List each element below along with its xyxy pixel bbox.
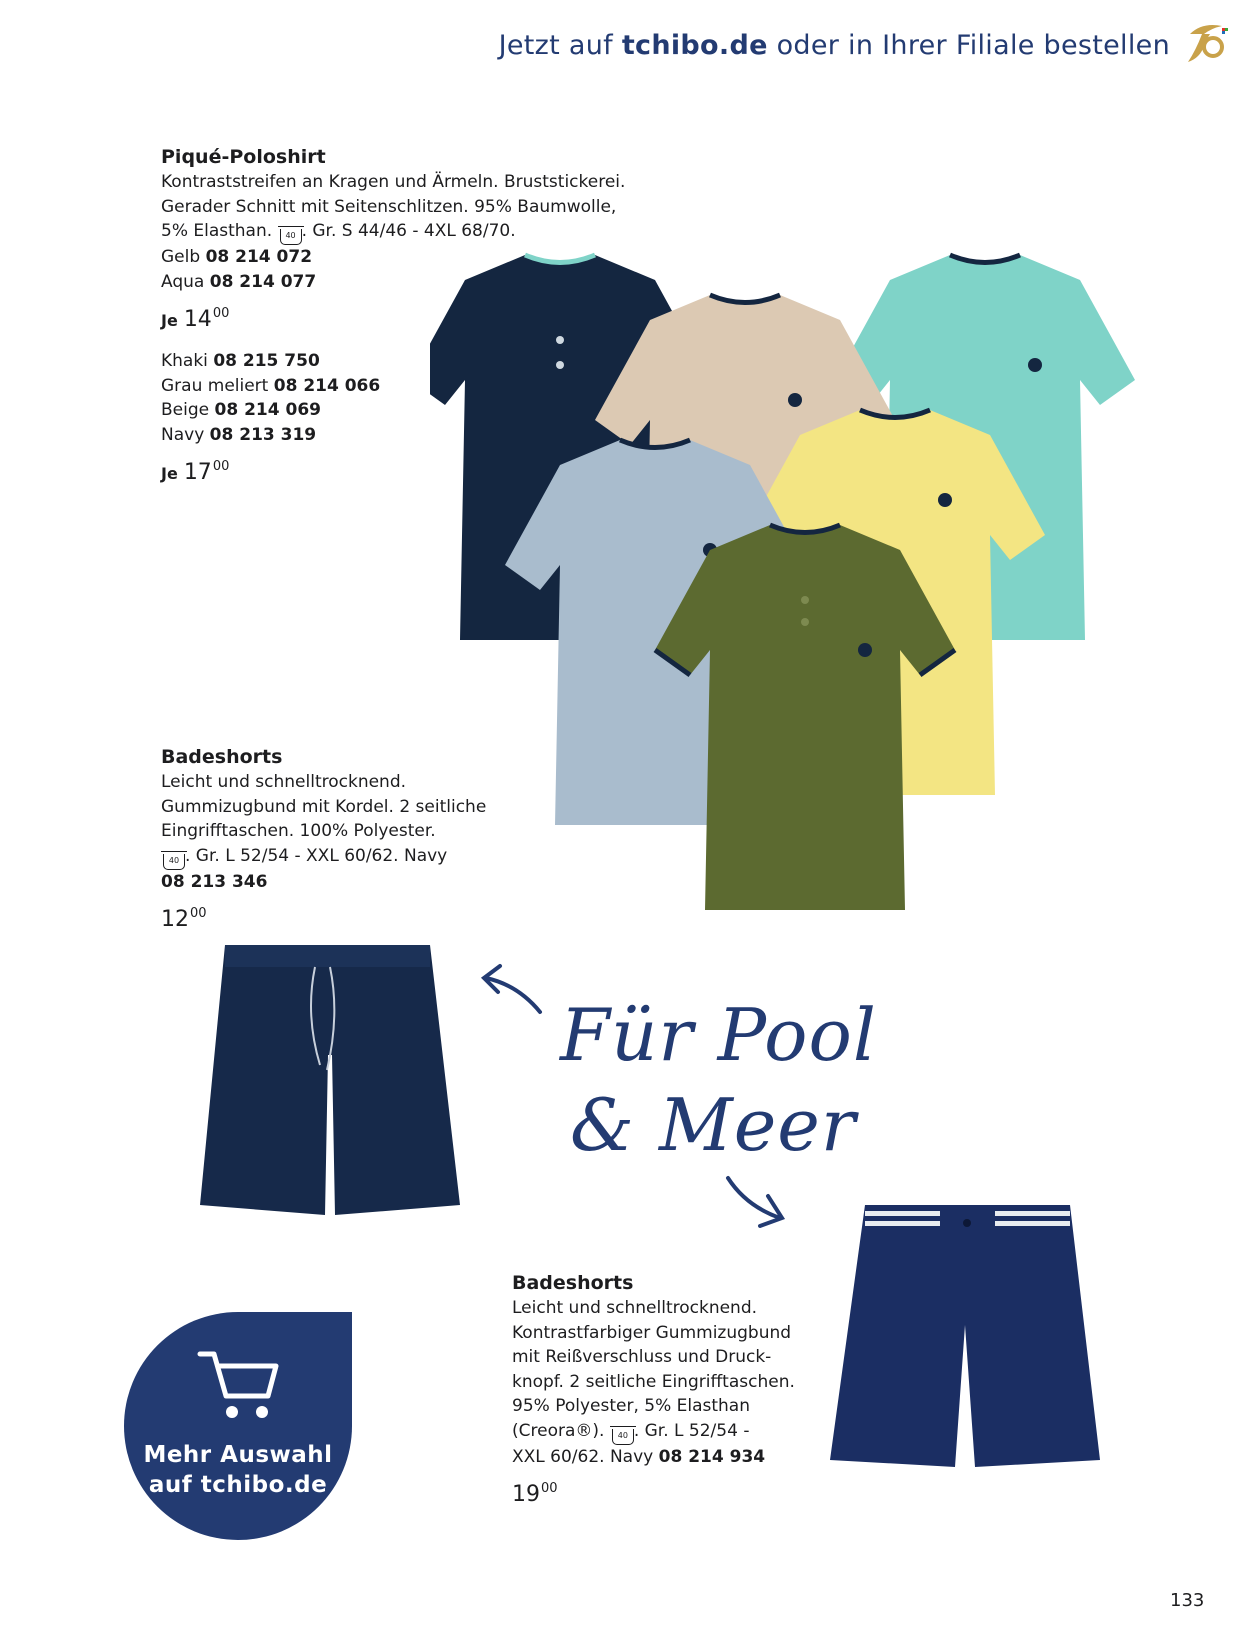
shorts2-desc-2: Kontrastfarbiger Gummizugbund xyxy=(512,1322,792,1343)
shorts2-desc-6b: . Gr. L 52/54 - xyxy=(633,1420,750,1441)
price-main: 14 xyxy=(183,307,212,332)
price-cents: 00 xyxy=(541,1481,558,1496)
shorts1-desc-3: Eingrifftaschen. 100% Polyester. xyxy=(161,821,436,841)
polo-title: Piqué-Poloshirt xyxy=(161,146,326,168)
shorts1-code: 08 213 346 xyxy=(161,871,268,892)
shorts1-desc-1: Leicht und schnelltrocknend. xyxy=(161,772,407,792)
badge-line-1: Mehr Auswahl xyxy=(143,1442,333,1468)
header-prefix: Jetzt auf xyxy=(498,30,613,61)
swim-shorts-drawstring-image[interactable] xyxy=(195,945,470,1235)
price-je: Je xyxy=(161,311,178,330)
badge-line-2: auf tchibo.de xyxy=(148,1472,328,1498)
price-cents: 00 xyxy=(212,306,230,321)
price-main: 17 xyxy=(183,460,212,485)
polo-desc-3a: 5% Elasthan. xyxy=(161,221,273,241)
polo-desc-3b: . Gr. S 44/46 - 4XL 68/70. xyxy=(301,221,516,241)
variant-code: 08 213 319 xyxy=(209,424,317,445)
variant-color: Gelb xyxy=(161,247,201,267)
variant-color: Grau meliert xyxy=(161,375,269,396)
variant-code: 08 214 072 xyxy=(205,247,313,267)
price-je: Je xyxy=(161,464,178,483)
shorts1-desc-4-text: . Gr. L 52/54 - XXL 60/62. Navy xyxy=(185,845,448,866)
shorts2-title: Badeshorts xyxy=(512,1272,634,1294)
tchibo-logo-icon xyxy=(1182,20,1228,66)
variant-color: Beige xyxy=(161,400,210,420)
arrow-down-right-icon xyxy=(720,1170,790,1230)
price-cents: 00 xyxy=(190,906,207,921)
variant-code: 08 215 750 xyxy=(213,351,320,371)
shorts2-code: 08 214 934 xyxy=(658,1446,766,1467)
variant-color: Khaki xyxy=(161,351,208,371)
shorts2-info xyxy=(512,1270,842,1509)
polo-desc-3 xyxy=(161,219,681,245)
headline-line-1: Für Pool xyxy=(560,993,877,1077)
shorts2-desc-3: mit Reißverschluss und Druck- xyxy=(512,1347,772,1367)
arrow-up-left-icon xyxy=(478,960,548,1020)
price-cents: 00 xyxy=(212,459,230,474)
shorts1-desc-4 xyxy=(161,844,581,870)
price-main: 12 xyxy=(161,907,189,932)
shorts2-desc-7 xyxy=(512,1445,842,1470)
shorts2-desc-4: knopf. 2 seitliche Eingrifftaschen. xyxy=(512,1371,795,1392)
shorts1-title: Badeshorts xyxy=(161,746,283,768)
variant-color: Aqua xyxy=(161,271,205,292)
headline-line-2: & Meer xyxy=(570,1083,857,1167)
price-main: 19 xyxy=(512,1482,540,1507)
wash-40-icon: 40 xyxy=(280,229,302,245)
wash-40-icon: 40 xyxy=(163,854,185,870)
shopping-cart-icon xyxy=(196,1348,280,1424)
polo-desc-1: Kontraststreifen an Kragen und Ärmeln. Bruststickerei. xyxy=(161,172,626,192)
polo-desc-2: Gerader Schnitt mit Seitenschlitzen. 95% Baumwolle, xyxy=(161,196,617,217)
shorts2-desc-5: 95% Polyester, 5% Elasthan xyxy=(512,1396,750,1416)
shorts2-desc-6 xyxy=(512,1419,842,1445)
page-number: 133 xyxy=(1170,1590,1205,1611)
shorts1-desc-2: Gummizugbund mit Kordel. 2 seitliche xyxy=(161,796,487,817)
variant-code: 08 214 066 xyxy=(273,375,381,396)
header-tagline xyxy=(0,30,1170,61)
wash-40-icon: 40 xyxy=(612,1429,634,1445)
header-site-link[interactable]: tchibo.de xyxy=(621,30,768,61)
swim-shorts-zip-image[interactable] xyxy=(825,1205,1105,1470)
shorts2-desc-1: Leicht und schnelltrocknend. xyxy=(512,1298,758,1318)
shorts1-price xyxy=(161,900,581,934)
more-choice-badge[interactable] xyxy=(124,1312,352,1540)
shorts2-desc-7-text: XXL 60/62. Navy xyxy=(512,1446,654,1467)
variant-code: 08 214 077 xyxy=(209,271,317,292)
variant-code: 08 214 069 xyxy=(214,400,321,420)
shorts2-desc-6a: (Creora®). xyxy=(512,1420,605,1441)
shorts2-price xyxy=(512,1475,842,1509)
shorts1-info xyxy=(161,744,581,934)
variant-color: Navy xyxy=(161,424,205,445)
header-suffix: oder in Ihrer Filiale bestellen xyxy=(776,30,1170,61)
